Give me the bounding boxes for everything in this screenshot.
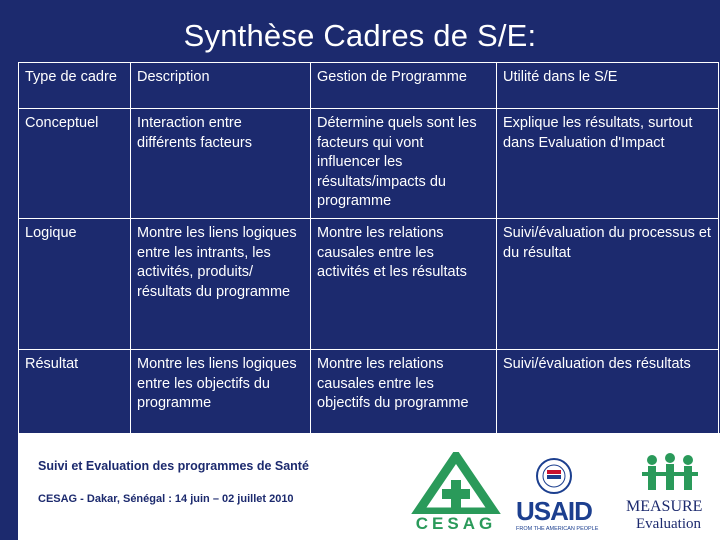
cell-description: Interaction entre différents facteurs	[131, 109, 311, 219]
footer-band	[18, 433, 720, 540]
header-utilite: Utilité dans le S/E	[497, 63, 719, 109]
cesag-triangle-icon	[410, 452, 502, 514]
usaid-tagline: FROM THE AMERICAN PEOPLE	[516, 526, 599, 532]
header-gestion: Gestion de Programme	[311, 63, 497, 109]
usaid-label	[516, 496, 592, 527]
cell-type: Résultat	[19, 350, 131, 434]
cell-description: Montre les liens logiques entre les intrants, les activités, produits/ résultats du programme	[131, 219, 311, 350]
header-description: Description	[131, 63, 311, 109]
usaid-logo	[512, 456, 612, 538]
cell-description: Montre les liens logiques entre les objectifs du programme	[131, 350, 311, 434]
measure-logo	[622, 452, 718, 538]
cesag-logo	[410, 452, 502, 538]
measure-people-icon	[622, 452, 718, 498]
cell-gestion: Détermine quels sont les facteurs qui vont influencer les résultats/impacts du programme	[311, 109, 497, 219]
table-row	[19, 109, 719, 219]
cell-gestion: Montre les relations causales entre les activités et les résultats	[311, 219, 497, 350]
cell-utilite: Explique les résultats, surtout dans Evaluation d'Impact	[497, 109, 719, 219]
measure-sub-label: Evaluation	[636, 516, 701, 532]
cesag-label: CESAG	[415, 514, 497, 533]
cell-utilite: Suivi/évaluation du processus et du résultat	[497, 219, 719, 350]
footer-event: CESAG - Dakar, Sénégal : 14 juin – 02 juillet 2010	[38, 493, 294, 505]
framework-table	[18, 62, 719, 434]
slide-title: Synthèse Cadres de S/E:	[183, 18, 537, 53]
cell-gestion: Montre les relations causales entre les objectifs du programme	[311, 350, 497, 434]
cell-type: Conceptuel	[19, 109, 131, 219]
footer-title: Suivi et Evaluation des programmes de Santé	[38, 459, 309, 473]
table-row	[19, 219, 719, 350]
usaid-seal-icon	[512, 456, 612, 496]
cell-type: Logique	[19, 219, 131, 350]
usaid-wordmark: USAID	[516, 496, 592, 526]
table-header-row	[19, 63, 719, 109]
measure-label: MEASURE	[626, 498, 703, 515]
header-type: Type de cadre	[19, 63, 131, 109]
cell-utilite: Suivi/évaluation des résultats	[497, 350, 719, 434]
table-row	[19, 350, 719, 434]
